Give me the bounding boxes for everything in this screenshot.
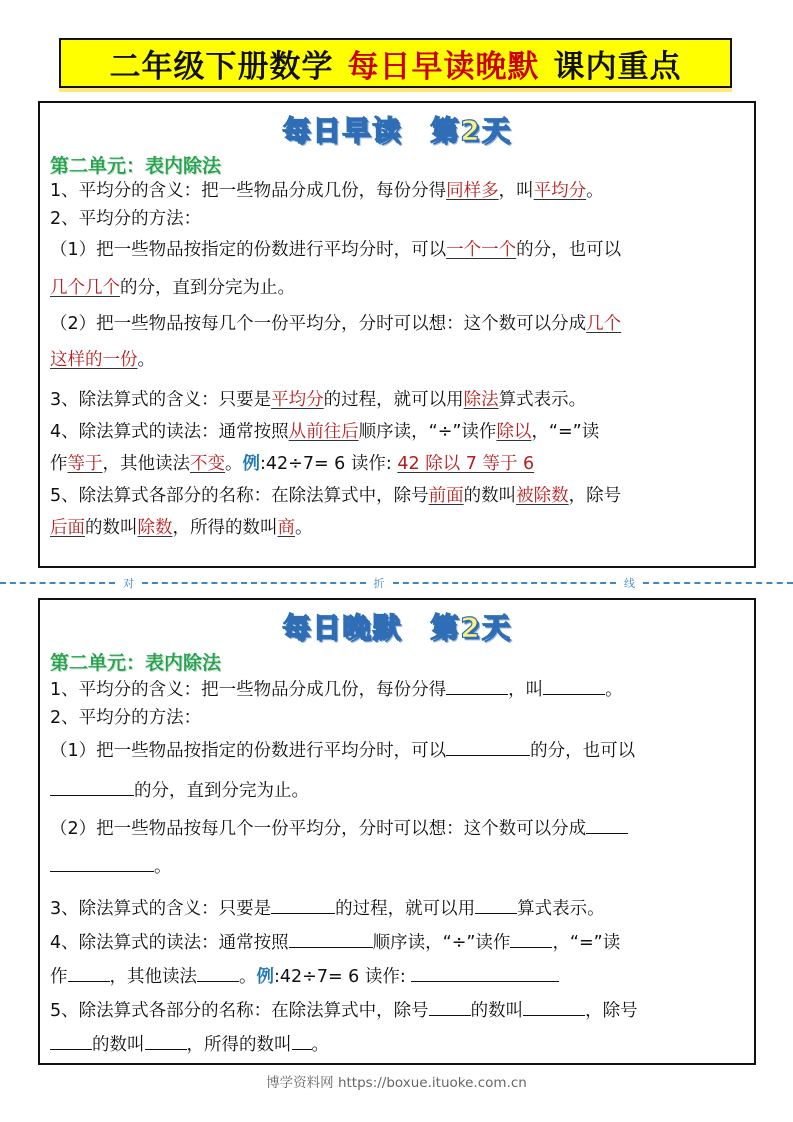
point-2-1-cont: 的分，直到分完为止。 [50,779,754,801]
answer: 几个 [586,314,622,334]
answer: 等于 [67,454,103,474]
answer: 商 [277,518,295,538]
answer: 几个几个 [50,278,120,298]
answer: 一个一个 [446,240,517,260]
answer: 被除数 [516,486,569,506]
point-4-cont: 作等于，其他读法不变。例:42÷7= 6 读作: 42 除以 7 等于 6 [50,454,535,474]
morning-title [40,109,754,145]
point-2-2: （2）把一些物品按每几个一份平均分，分时可以想：这个数可以分成 [50,817,754,839]
answer: 后面 [50,518,85,538]
answer: 前面 [428,486,464,506]
point-5-cont: 的数叫 ，所得的数叫 。 [50,1033,754,1055]
answer: 除法 [463,390,499,410]
footer-source: 博学资料网 https://boxue.ituoke.com.cn [266,1075,527,1091]
point-4: 4、除法算式的读法：通常按照 顺序读，“÷”读作 ，“=”读 [50,933,621,953]
fill-blank[interactable] [586,817,628,834]
fill-blank[interactable] [50,1033,92,1050]
fill-blank[interactable] [197,965,239,982]
fill-blank[interactable] [446,739,530,756]
fill-blank[interactable] [475,897,517,914]
evening-day-label: 第2天 [430,611,512,644]
banner-shadow [59,88,732,92]
fold-label-1: 对 [123,577,134,590]
page-banner [59,38,732,88]
answer: 平均分 [271,390,324,410]
answer: 同样多 [446,181,499,201]
fill-blank[interactable] [510,931,552,948]
fold-label-3: 线 [624,577,635,590]
point-1: 1、平均分的含义：把一些物品分成几份，每份分得同样多，叫平均分。 [50,181,604,201]
point-1: 1、平均分的含义：把一些物品分成几份，每份分得 ，叫 。 [50,680,623,700]
unit-heading: 第二单元：表内除法 [50,652,222,674]
answer: 这样的一份 [50,350,138,370]
answer: 从前往后 [288,422,359,442]
point-2: 2、平均分的方法： [50,209,202,229]
fill-blank[interactable] [292,1033,312,1050]
banner-topic: 课内重点 [553,48,682,85]
fill-blank[interactable] [68,965,110,982]
fill-blank[interactable] [50,779,134,796]
fill-blank[interactable] [429,999,471,1016]
evening-title [40,606,754,642]
unit-heading: 第二单元：表内除法 [50,155,222,177]
banner-grade: 二年级下册数学 [109,48,334,85]
point-5-cont: 后面的数叫除数，所得的数叫商。 [50,518,313,538]
evening-dictation-panel [38,598,756,1065]
fill-blank[interactable] [145,1033,187,1050]
morning-title-label: 每日早读 [282,114,403,147]
fold-label-2: 折 [373,577,385,590]
point-5: 5、除法算式各部分的名称：在除法算式中，除号 的数叫 ，除号 [50,1001,638,1021]
point-2-1-cont: 几个几个的分，直到分完为止。 [50,278,295,298]
morning-day-label: 第2天 [430,114,512,147]
banner-highlight: 每日早读晚默 [347,48,540,85]
answer: 平均分 [533,181,587,201]
point-3: 3、除法算式的含义：只要是 的过程，就可以用 算式表示。 [50,899,605,919]
answer: 不变 [190,454,225,474]
point-4: 4、除法算式的读法：通常按照从前往后顺序读，“÷”读作除以，“=”读 [50,422,600,442]
fill-blank[interactable] [271,897,335,914]
answer: 除数 [137,518,173,538]
point-2-2-cont: 。 [50,855,754,877]
fold-line [0,576,793,590]
answer: 除以 [496,422,532,442]
point-2-2-cont: 这样的一份。 [50,350,155,370]
fill-blank[interactable] [523,999,585,1016]
point-4-cont: 作 ，其他读法 。例:42÷7= 6 读作: [50,965,754,987]
point-2-1: （1）把一些物品按指定的份数进行平均分时，可以 的分，也可以 [50,741,636,761]
fill-blank[interactable] [411,965,559,982]
answer: 42 除以 7 等于 6 [397,454,535,474]
morning-reading-panel [38,101,756,568]
example-label: 例 [242,454,260,474]
point-5: 5、除法算式各部分的名称：在除法算式中，除号前面的数叫被除数，除号 [50,486,622,506]
point-2-2: （2）把一些物品按每几个一份平均分，分时可以想：这个数可以分成几个 [50,314,622,334]
fill-blank[interactable] [543,678,605,695]
fill-blank[interactable] [289,931,373,948]
fill-blank[interactable] [446,678,508,695]
fill-blank[interactable] [50,855,154,872]
point-2: 2、平均分的方法： [50,708,202,728]
example-label: 例 [256,967,274,987]
evening-title-label: 每日晚默 [282,611,403,644]
point-2-1: （1）把一些物品按指定的份数进行平均分时，可以一个一个的分，也可以 [50,240,622,260]
point-3: 3、除法算式的含义：只要是平均分的过程，就可以用除法算式表示。 [50,390,587,410]
